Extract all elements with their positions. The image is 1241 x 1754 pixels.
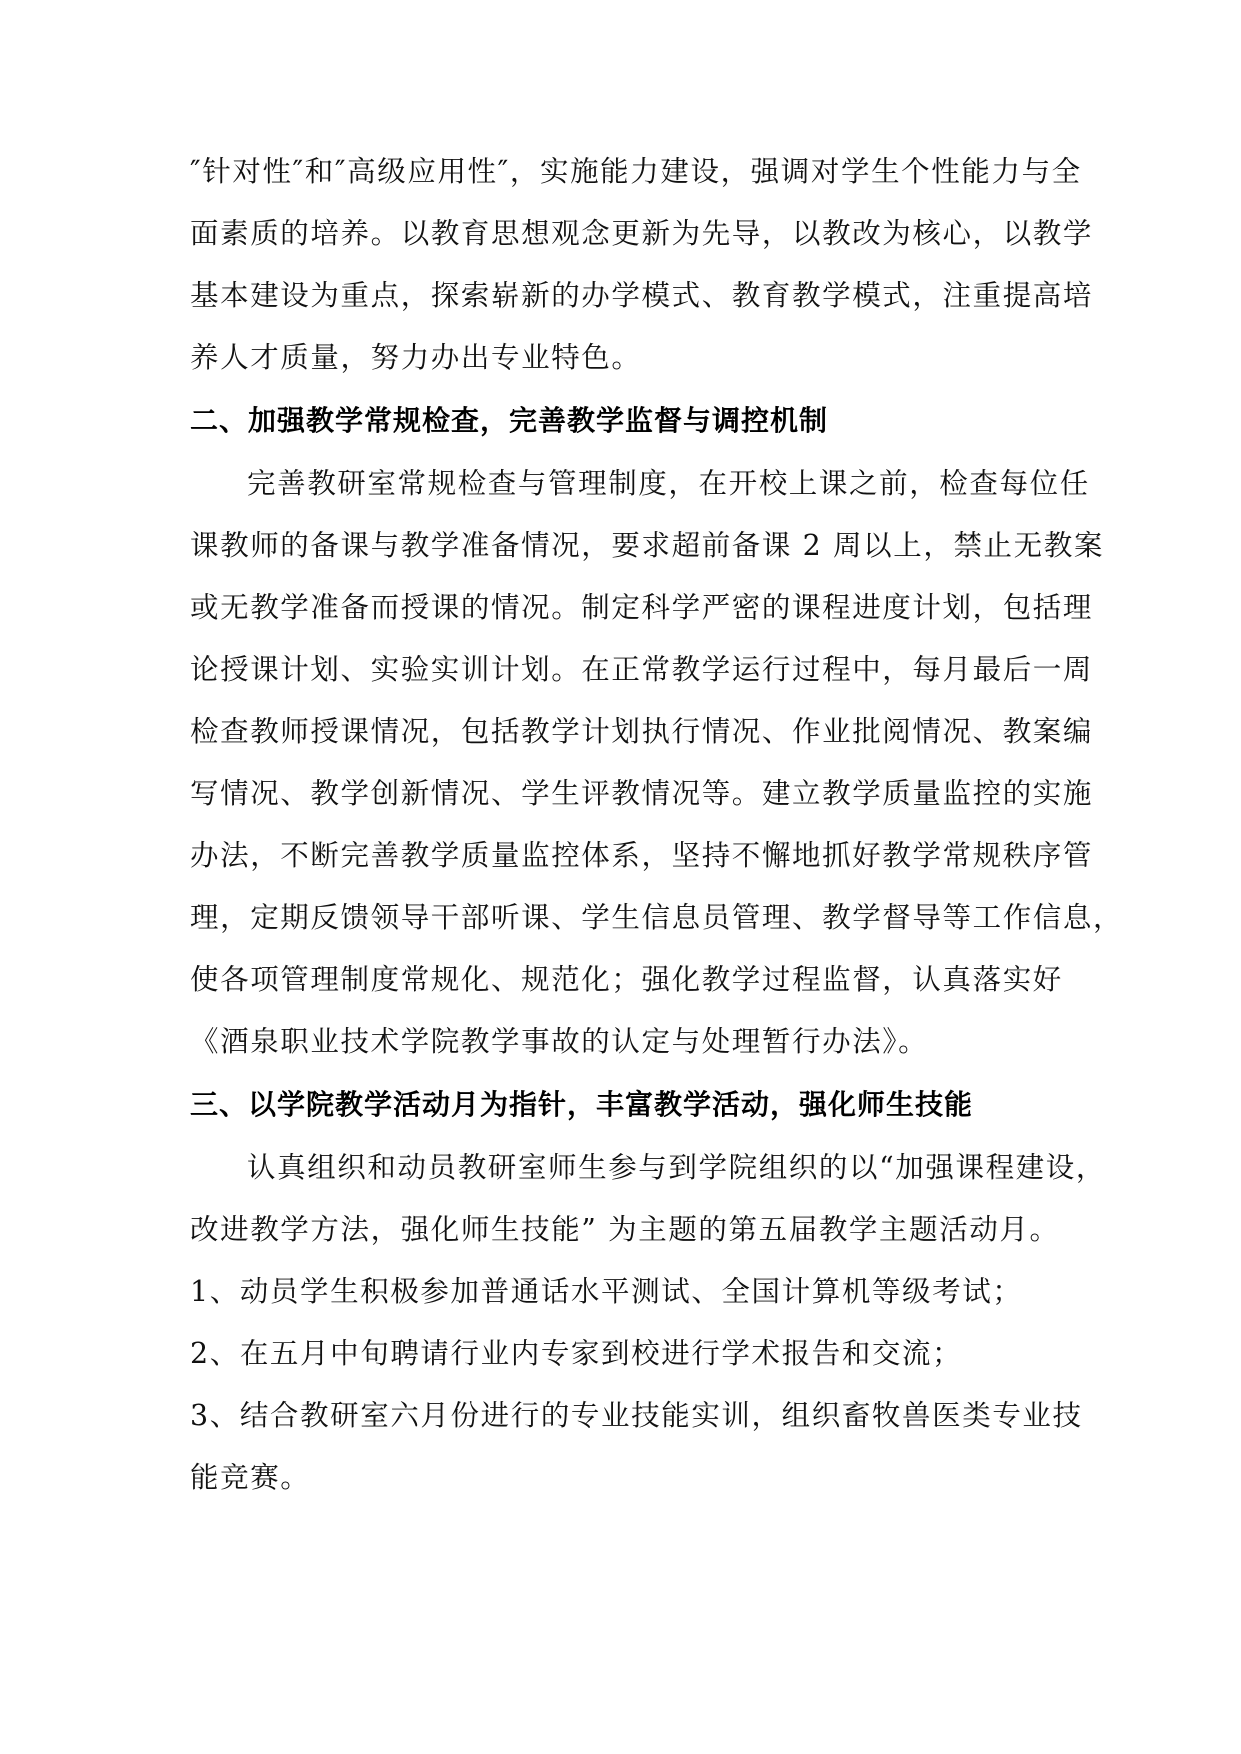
text-line: 《酒泉职业技术学院教学事故的认定与处理暂行办法》。	[190, 1025, 929, 1058]
text-line: 认真组织和动员教研室师生参与到学院组织的以“加强课程建设，	[247, 1151, 1106, 1184]
text-line: 使各项管理制度常规化、规范化；强化教学过程监督，认真落实好	[190, 963, 1063, 996]
text-line: 完善教研室常规检查与管理制度，在开校上课之前，检查每位任	[247, 467, 1090, 500]
text-line: 基本建设为重点，探索崭新的办学模式、教育教学模式，注重提高培	[190, 279, 1094, 312]
text-line: 写情况、教学创新情况、学生评教情况等。建立教学质量监控的实施	[190, 777, 1094, 810]
list-item: 2、在五月中旬聘请行业内专家到校进行学术报告和交流；	[190, 1337, 963, 1370]
text-line: 课教师的备课与教学准备情况，要求超前备课 2 周以上，禁止无教案	[190, 529, 1104, 562]
text-line: 或无教学准备而授课的情况。制定科学严密的课程进度计划，包括理	[190, 591, 1094, 624]
list-item-continuation: 能竞赛。	[190, 1461, 311, 1494]
section-heading: 二、加强教学常规检查，完善教学监督与调控机制	[190, 404, 829, 437]
text-line: 改进教学方法，强化师生技能” 为主题的第五届教学主题活动月。	[190, 1213, 1060, 1246]
section-heading: 三、以学院教学活动月为指针，丰富教学活动，强化师生技能	[190, 1088, 974, 1121]
list-item: 1、动员学生积极参加普通话水平测试、全国计算机等级考试；	[190, 1275, 1023, 1308]
text-line: 办法，不断完善教学质量监控体系，坚持不懈地抓好教学常规秩序管	[190, 839, 1094, 872]
text-line: 理，定期反馈领导干部听课、学生信息员管理、教学督导等工作信息，	[190, 901, 1124, 934]
text-line: 检查教师授课情况，包括教学计划执行情况、作业批阅情况、教案编	[190, 715, 1094, 748]
text-line: 养人才质量，努力办出专业特色。	[190, 341, 642, 374]
text-line: 面素质的培养。以教育思想观念更新为先导，以教改为核心，以教学	[190, 217, 1094, 250]
text-line: ″针对性″和″高级应用性″，实施能力建设，强调对学生个性能力与全	[190, 155, 1082, 188]
text-line: 论授课计划、实验实训计划。在正常教学运行过程中，每月最后一周	[190, 653, 1094, 686]
list-item: 3、结合教研室六月份进行的专业技能实训，组织畜牧兽医类专业技	[190, 1399, 1083, 1432]
